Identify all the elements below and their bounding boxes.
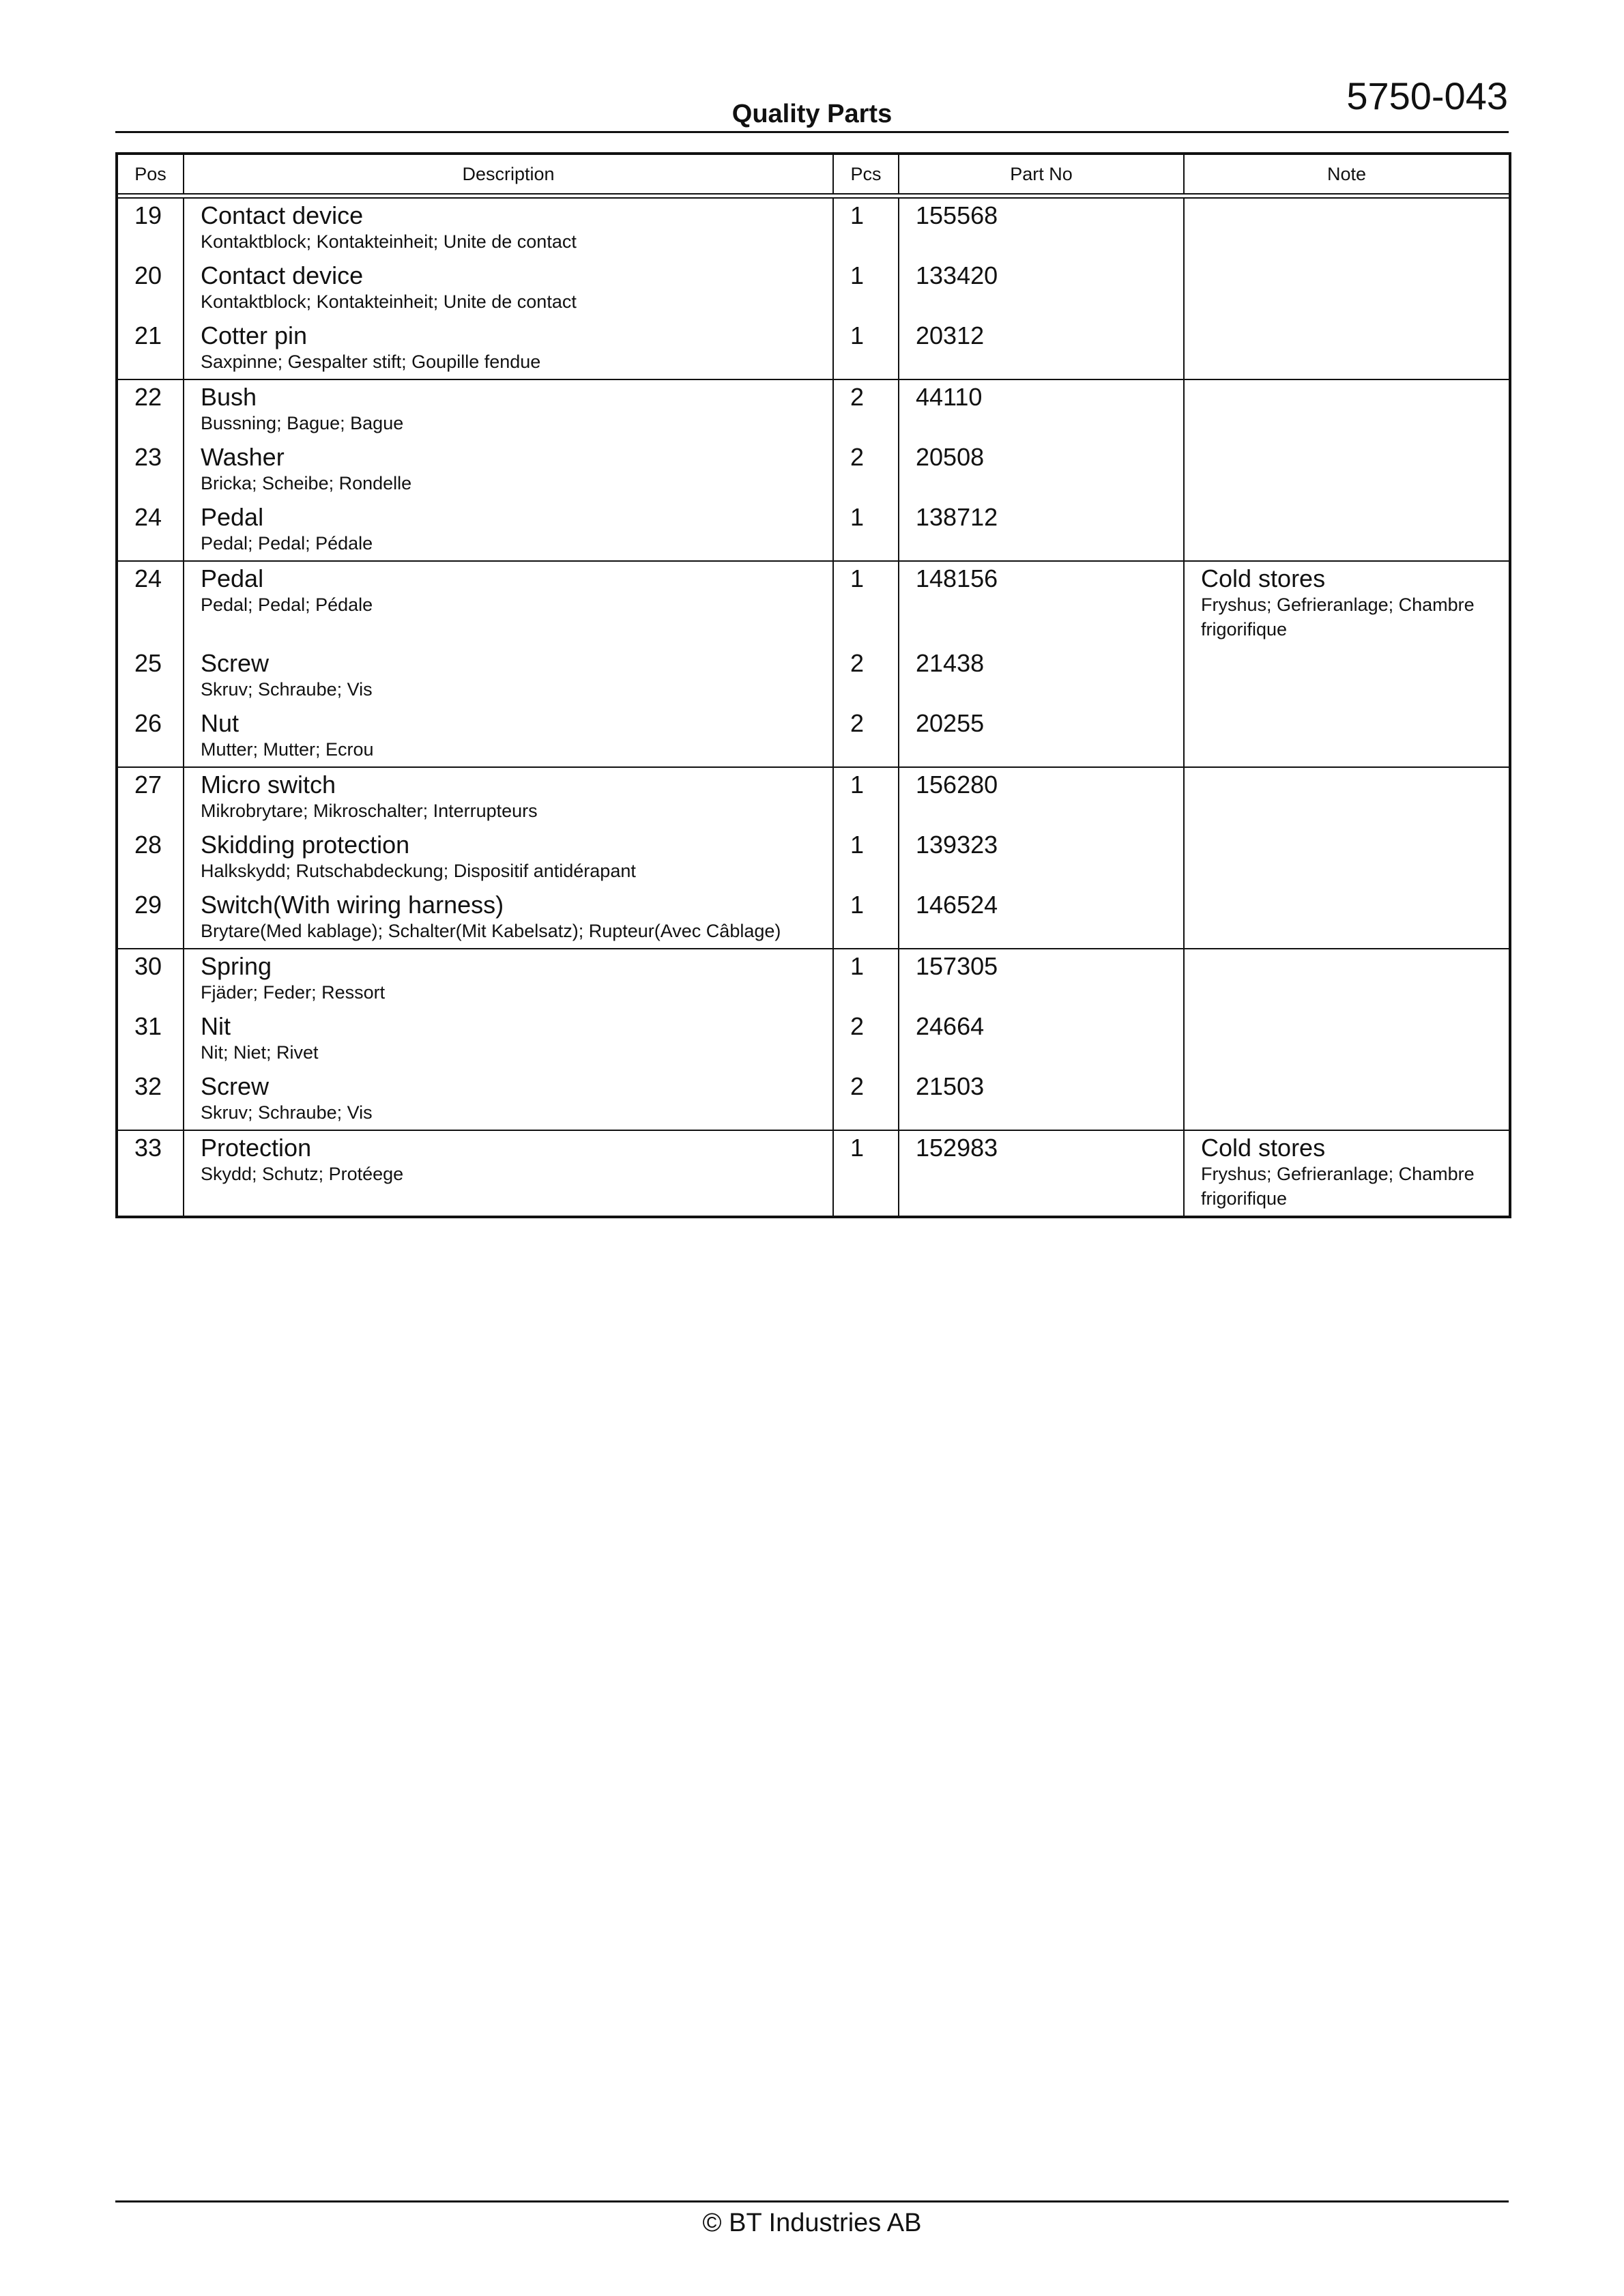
pos-number: 24 [134, 564, 162, 592]
pcs-column [834, 1131, 899, 1216]
description-column [184, 1131, 834, 1216]
table-row-cell [899, 380, 1183, 440]
quantity: 2 [850, 1012, 865, 1040]
quantity: 1 [850, 261, 865, 289]
part-number: 133420 [916, 261, 998, 289]
table-row-cell [899, 768, 1183, 828]
part-name: Pedal [201, 564, 264, 592]
table-row-cell [834, 1009, 898, 1070]
table-row-cell [1185, 319, 1509, 379]
table-row-cell [118, 380, 183, 440]
copyright: © BT Industries AB [702, 2209, 922, 2237]
part-name: Contact device [201, 201, 364, 229]
note-column [1185, 1131, 1509, 1216]
part-number: 157305 [916, 952, 998, 980]
part-no-column [899, 199, 1185, 379]
table-row-cell [1185, 1009, 1509, 1070]
table-row-cell [899, 562, 1183, 646]
column-header-description: Description [184, 155, 834, 193]
table-row-cell [118, 646, 183, 706]
part-translation: Kontaktblock; Kontakteinheit; Unite de contact [201, 291, 577, 312]
table-row-cell [899, 259, 1183, 319]
part-number: 148156 [916, 564, 998, 592]
pos-number: 22 [134, 383, 162, 411]
quantity: 2 [850, 383, 865, 411]
table-row-cell [899, 1070, 1183, 1130]
part-name: Switch(With wiring harness) [201, 891, 504, 919]
table-row-cell [1185, 259, 1509, 319]
table-row-cell [899, 888, 1183, 948]
table-row-cell [118, 199, 183, 259]
table-row-cell [834, 319, 898, 379]
column-header-part-no: Part No [899, 155, 1185, 193]
pos-number: 26 [134, 709, 162, 737]
table-row-cell [1185, 1070, 1509, 1130]
table-row-cell [899, 949, 1183, 1009]
part-translation: Saxpinne; Gespalter stift; Goupille fendue [201, 351, 541, 372]
part-number: 152983 [916, 1134, 998, 1162]
table-row-cell [184, 949, 832, 1009]
table-row-cell [834, 1070, 898, 1130]
pos-number: 31 [134, 1012, 162, 1040]
table-row-cell [184, 440, 832, 500]
table-header [118, 155, 1509, 195]
table-row-cell [1185, 440, 1509, 500]
table-row-cell [184, 1070, 832, 1130]
pos-column [118, 380, 184, 560]
table-row-cell [184, 500, 832, 560]
table-row-group [118, 766, 1509, 948]
table-row-cell [118, 706, 183, 766]
table-row-group [118, 948, 1509, 1130]
part-number: 156280 [916, 771, 998, 799]
table-row-cell [834, 380, 898, 440]
part-name: Screw [201, 1072, 270, 1100]
table-row-cell [1185, 500, 1509, 560]
part-number: 155568 [916, 201, 998, 229]
part-no-column [899, 949, 1185, 1130]
column-header-note: Note [1326, 164, 1367, 184]
pos-number: 19 [134, 201, 162, 229]
table-row-cell [184, 319, 832, 379]
pos-number: 20 [134, 261, 162, 289]
note-translation: Fryshus; Gefrieranlage; Chambre frigorifique [1201, 1164, 1475, 1209]
table-row-cell [899, 199, 1183, 259]
table-row-group [118, 379, 1509, 560]
table-row-cell [184, 646, 832, 706]
note-translation: Fryshus; Gefrieranlage; Chambre frigorifique [1201, 594, 1475, 640]
pos-number: 21 [134, 321, 162, 349]
table-row-cell [834, 259, 898, 319]
table-row-cell [899, 646, 1183, 706]
quantity: 1 [850, 891, 865, 919]
quantity: 2 [850, 443, 865, 471]
table-row-cell [118, 319, 183, 379]
table-row-cell [118, 1009, 183, 1070]
table-row-cell [834, 562, 898, 646]
part-name: Protection [201, 1134, 312, 1162]
quantity: 1 [850, 1134, 865, 1162]
part-name: Screw [201, 649, 270, 677]
part-translation: Nit; Niet; Rivet [201, 1042, 319, 1063]
part-translation: Kontaktblock; Kontakteinheit; Unite de contact [201, 231, 577, 252]
quantity: 2 [850, 1072, 865, 1100]
part-number: 21503 [916, 1072, 985, 1100]
quantity: 1 [850, 831, 865, 859]
table-row-cell [118, 1131, 183, 1216]
part-translation: Fjäder; Feder; Ressort [201, 982, 386, 1003]
table-row-cell [1185, 828, 1509, 888]
table-row-cell [899, 319, 1183, 379]
part-name: Spring [201, 952, 272, 980]
pos-number: 30 [134, 952, 162, 980]
pos-number: 32 [134, 1072, 162, 1100]
column-header-pcs: Pcs [834, 155, 899, 193]
table-row-cell [1185, 562, 1509, 646]
part-no-column [899, 768, 1185, 948]
pcs-column [834, 380, 899, 560]
part-translation: Skydd; Schutz; Protéege [201, 1164, 404, 1184]
pos-number: 27 [134, 771, 162, 799]
part-number: 146524 [916, 891, 998, 919]
table-row-cell [184, 199, 832, 259]
table-row-cell [834, 706, 898, 766]
pos-number: 23 [134, 443, 162, 471]
table-row-group [118, 1130, 1509, 1216]
note-column [1185, 949, 1509, 1130]
table-row-cell [1185, 646, 1509, 706]
table-row-cell [184, 828, 832, 888]
part-number: 21438 [916, 649, 985, 677]
table-row-cell [118, 768, 183, 828]
part-translation: Brytare(Med kablage); Schalter(Mit Kabelsatz); Rupteur(Avec Câblage) [201, 921, 781, 941]
part-name: Pedal [201, 503, 264, 531]
parts-table [115, 152, 1511, 1218]
part-name: Micro switch [201, 771, 336, 799]
table-row-cell [899, 1131, 1183, 1216]
part-no-column [899, 380, 1185, 560]
part-translation: Pedal; Pedal; Pédale [201, 533, 373, 554]
table-row-cell [1185, 706, 1509, 766]
part-name: Nit [201, 1012, 231, 1040]
table-row-cell [899, 1009, 1183, 1070]
table-row-cell [184, 562, 832, 646]
part-number: 139323 [916, 831, 998, 859]
table-row-cell [899, 440, 1183, 500]
table-row-cell [899, 706, 1183, 766]
table-row-cell [899, 500, 1183, 560]
part-translation: Skruv; Schraube; Vis [201, 679, 373, 700]
table-row-cell [118, 259, 183, 319]
table-row-cell [834, 828, 898, 888]
part-no-column [899, 1131, 1185, 1216]
quantity: 1 [850, 564, 865, 592]
quantity: 1 [850, 201, 865, 229]
table-row-cell [184, 706, 832, 766]
quantity: 1 [850, 952, 865, 980]
part-translation: Bussning; Bague; Bague [201, 413, 404, 433]
quantity: 2 [850, 709, 865, 737]
description-column [184, 949, 834, 1130]
part-number: 24664 [916, 1012, 985, 1040]
table-row-cell [1185, 1131, 1509, 1216]
table-row-cell [118, 1070, 183, 1130]
pos-number: 25 [134, 649, 162, 677]
pcs-column [834, 562, 899, 766]
table-row-cell [1185, 949, 1509, 1009]
pcs-column [834, 949, 899, 1130]
pos-column [118, 1131, 184, 1216]
table-row-group [118, 560, 1509, 766]
part-name: Cotter pin [201, 321, 308, 349]
table-row-cell [184, 888, 832, 948]
pcs-column [834, 768, 899, 948]
table-row-cell [834, 199, 898, 259]
quantity: 1 [850, 771, 865, 799]
note-text: Cold stores [1201, 1134, 1326, 1162]
part-name: Bush [201, 383, 257, 411]
table-row-cell [118, 440, 183, 500]
table-row-cell [184, 259, 832, 319]
table-row-cell [184, 1009, 832, 1070]
table-row-cell [118, 888, 183, 948]
header-divider [115, 131, 1509, 133]
part-name: Contact device [201, 261, 364, 289]
table-row-cell [834, 1131, 898, 1216]
part-translation: Halkskydd; Rutschabdeckung; Dispositif antidérapant [201, 861, 636, 881]
table-row-cell [118, 562, 183, 646]
table-row-cell [118, 500, 183, 560]
table-row-cell [118, 949, 183, 1009]
table-body [118, 199, 1509, 1216]
pos-column [118, 949, 184, 1130]
part-translation: Skruv; Schraube; Vis [201, 1102, 373, 1123]
part-name: Skidding protection [201, 831, 410, 859]
part-number: 20255 [916, 709, 985, 737]
pos-number: 29 [134, 891, 162, 919]
description-column [184, 380, 834, 560]
note-column [1185, 380, 1509, 560]
pcs-column [834, 199, 899, 379]
pos-column [118, 199, 184, 379]
table-row-cell [834, 646, 898, 706]
table-row-cell [118, 828, 183, 888]
document-number: 5750-043 [1346, 74, 1508, 117]
table-row-cell [834, 888, 898, 948]
table-row-cell [834, 949, 898, 1009]
part-translation: Pedal; Pedal; Pédale [201, 594, 373, 615]
table-row-cell [1185, 768, 1509, 828]
part-number: 138712 [916, 503, 998, 531]
pos-column [118, 562, 184, 766]
part-translation: Bricka; Scheibe; Rondelle [201, 473, 412, 493]
part-no-column [899, 562, 1185, 766]
table-row-cell [899, 828, 1183, 888]
table-row-cell [1185, 199, 1509, 259]
pos-number: 28 [134, 831, 162, 859]
column-header-pos: Pos [118, 155, 184, 193]
table-row-cell [1185, 380, 1509, 440]
quantity: 1 [850, 503, 865, 531]
pos-column [118, 768, 184, 948]
table-row-cell [184, 380, 832, 440]
note-text: Cold stores [1201, 564, 1326, 592]
description-column [184, 199, 834, 379]
part-name: Nut [201, 709, 240, 737]
part-number: 20312 [916, 321, 985, 349]
table-row-cell [834, 440, 898, 500]
part-translation: Mikrobrytare; Mikroschalter; Interrupteurs [201, 801, 538, 821]
part-translation: Mutter; Mutter; Ecrou [201, 739, 374, 760]
quantity: 1 [850, 321, 865, 349]
part-number: 44110 [916, 383, 983, 411]
table-row-cell [1185, 888, 1509, 948]
note-column [1185, 199, 1509, 379]
page-title: Quality Parts [731, 100, 893, 128]
table-row-cell [184, 1131, 832, 1216]
table-row-cell [834, 768, 898, 828]
table-row-group [118, 199, 1509, 379]
table-row-cell [184, 768, 832, 828]
pos-number: 24 [134, 503, 162, 531]
description-column [184, 768, 834, 948]
table-row-cell [834, 500, 898, 560]
description-column [184, 562, 834, 766]
quantity: 2 [850, 649, 865, 677]
part-name: Washer [201, 443, 285, 471]
footer-divider [115, 2200, 1509, 2202]
note-column [1185, 562, 1509, 766]
note-column [1185, 768, 1509, 948]
pos-number: 33 [134, 1134, 162, 1162]
part-number: 20508 [916, 443, 985, 471]
